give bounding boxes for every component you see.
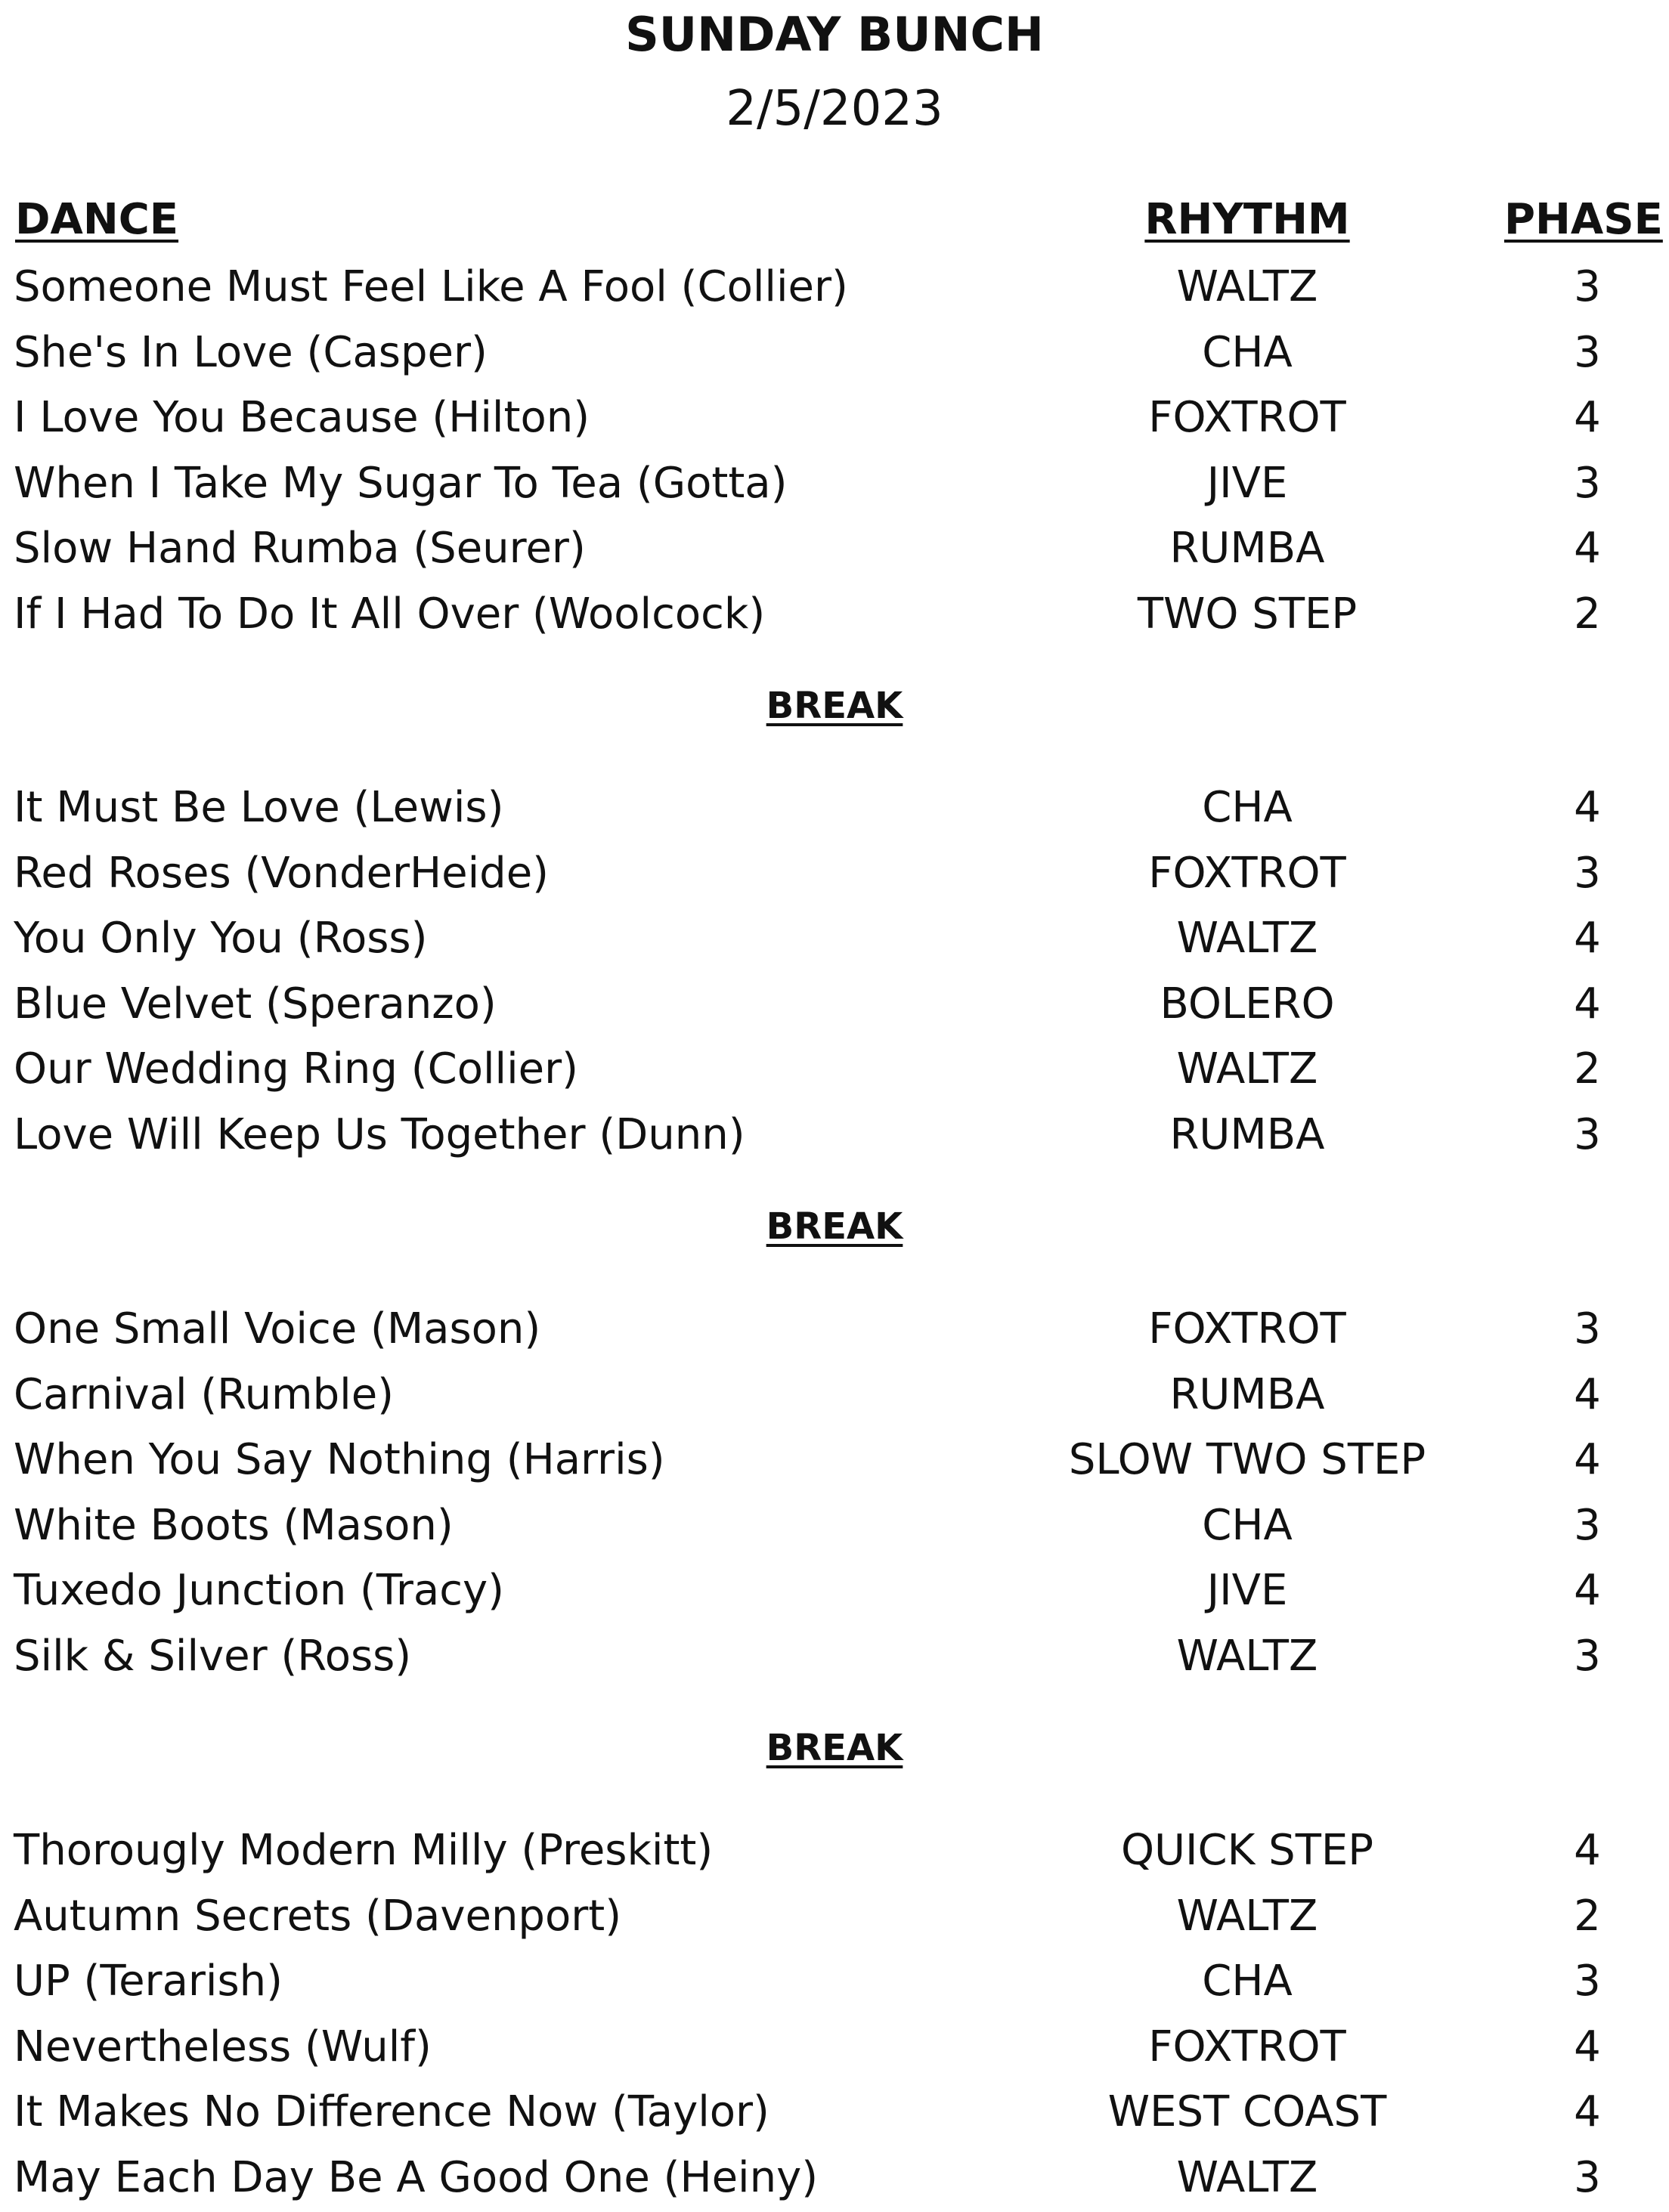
- dance-name: Carnival (Rumble): [14, 1369, 395, 1419]
- dance-name: Blue Velvet (Speranzo): [14, 979, 497, 1029]
- dance-rhythm: FOXTROT: [1148, 1304, 1346, 1353]
- dance-rhythm: FOXTROT: [1148, 848, 1346, 898]
- dance-phase: 3: [1574, 2153, 1601, 2202]
- dance-rhythm: RUMBA: [1169, 1369, 1325, 1419]
- dance-name: Silk & Silver (Ross): [14, 1632, 412, 1681]
- dance-rhythm: RUMBA: [1169, 524, 1325, 574]
- dance-name: One Small Voice (Mason): [14, 1304, 541, 1353]
- dance-row: [0, 841, 1669, 906]
- column-header-dance: DANCE: [15, 195, 179, 244]
- dance-row: [0, 972, 1669, 1037]
- dance-name: White Boots (Mason): [14, 1500, 454, 1550]
- dance-phase: 3: [1574, 262, 1601, 311]
- dance-row: [0, 1884, 1669, 1949]
- dance-row: [0, 2015, 1669, 2080]
- column-header-rhythm: RHYTHM: [1144, 195, 1350, 244]
- dance-row: [0, 451, 1669, 516]
- dance-row: [0, 516, 1669, 581]
- dance-name: Our Wedding Ring (Collier): [14, 1044, 578, 1094]
- dance-name: If I Had To Do It All Over (Woolcock): [14, 589, 766, 639]
- dance-name: Love Will Keep Us Together (Dunn): [14, 1110, 745, 1159]
- dance-rhythm: RUMBA: [1169, 1110, 1325, 1159]
- dance-phase: 3: [1574, 327, 1601, 377]
- dance-row: [0, 2080, 1669, 2145]
- dance-phase: 3: [1574, 1632, 1601, 1681]
- dance-rhythm: BOLERO: [1160, 979, 1335, 1029]
- dance-phase: 3: [1574, 1110, 1601, 1159]
- dance-phase: 2: [1574, 1891, 1601, 1941]
- dance-phase: 4: [1574, 979, 1601, 1029]
- break-label: BREAK: [766, 1205, 903, 1248]
- dance-rhythm: JIVE: [1206, 1566, 1288, 1616]
- dance-name: You Only You (Ross): [14, 914, 428, 964]
- dance-row: [0, 1103, 1669, 1168]
- dance-row: [0, 2145, 1669, 2210]
- dance-phase: 3: [1574, 1957, 1601, 2006]
- dance-rhythm: WALTZ: [1176, 1044, 1318, 1094]
- dance-row: [0, 1818, 1669, 1883]
- break-label: BREAK: [766, 1727, 903, 1769]
- dance-phase: 4: [1574, 524, 1601, 574]
- dance-name: When I Take My Sugar To Tea (Gotta): [14, 458, 788, 508]
- dance-phase: 3: [1574, 848, 1601, 898]
- column-header-phase: PHASE: [1504, 195, 1663, 244]
- dance-rhythm: QUICK STEP: [1120, 1826, 1374, 1875]
- dance-rhythm: JIVE: [1206, 458, 1288, 508]
- dance-row: [0, 1297, 1669, 1362]
- dance-phase: 2: [1574, 1044, 1601, 1094]
- dance-rhythm: WALTZ: [1176, 2153, 1318, 2202]
- dance-name: Tuxedo Junction (Tracy): [14, 1566, 504, 1616]
- dance-rhythm: FOXTROT: [1148, 2022, 1346, 2071]
- dance-phase: 4: [1574, 2022, 1601, 2071]
- dance-rhythm: CHA: [1202, 1957, 1293, 2006]
- dance-phase: 3: [1574, 1500, 1601, 1550]
- dance-row: [0, 320, 1669, 385]
- dance-rhythm: TWO STEP: [1137, 589, 1358, 639]
- dance-row: [0, 1037, 1669, 1102]
- dance-phase: 4: [1574, 1435, 1601, 1485]
- dance-rhythm: CHA: [1202, 1500, 1293, 1550]
- dance-name: Thorougly Modern Milly (Preskitt): [14, 1826, 714, 1875]
- dance-row: [0, 775, 1669, 840]
- dance-phase: 4: [1574, 783, 1601, 832]
- dance-rhythm: WALTZ: [1176, 914, 1318, 964]
- dance-name: Autumn Secrets (Davenport): [14, 1891, 622, 1941]
- dance-phase: 4: [1574, 2087, 1601, 2137]
- dance-row: [0, 1363, 1669, 1428]
- dance-name: I Love You Because (Hilton): [14, 393, 590, 443]
- dance-row: [0, 1624, 1669, 1689]
- dance-name: May Each Day Be A Good One (Heiny): [14, 2153, 819, 2202]
- break-label: BREAK: [766, 685, 903, 727]
- dance-rhythm: WALTZ: [1176, 1891, 1318, 1941]
- page-date: 2/5/2023: [726, 81, 943, 137]
- dance-name: Someone Must Feel Like A Fool (Collier): [14, 262, 848, 311]
- dance-name: Slow Hand Rumba (Seurer): [14, 524, 586, 574]
- dance-rhythm: WEST COAST: [1107, 2087, 1387, 2137]
- dance-rhythm: SLOW TWO STEP: [1068, 1435, 1426, 1485]
- dance-phase: 4: [1574, 1826, 1601, 1875]
- dance-row: [0, 385, 1669, 450]
- dance-phase: 3: [1574, 458, 1601, 508]
- dance-phase: 4: [1574, 1566, 1601, 1616]
- dance-row: [0, 1949, 1669, 2014]
- dance-name: Red Roses (VonderHeide): [14, 848, 550, 898]
- dance-row: [0, 1428, 1669, 1493]
- dance-row: [0, 1493, 1669, 1558]
- dance-row: [0, 582, 1669, 647]
- dance-rhythm: CHA: [1202, 783, 1293, 832]
- dance-phase: 4: [1574, 914, 1601, 964]
- dance-name: It Must Be Love (Lewis): [14, 783, 504, 832]
- dance-rhythm: WALTZ: [1176, 262, 1318, 311]
- dance-name: She's In Love (Casper): [14, 327, 488, 377]
- dance-phase: 3: [1574, 1304, 1601, 1353]
- dance-phase: 4: [1574, 1369, 1601, 1419]
- dance-rhythm: CHA: [1202, 327, 1293, 377]
- dance-rhythm: WALTZ: [1176, 1632, 1318, 1681]
- dance-name: Nevertheless (Wulf): [14, 2022, 432, 2071]
- dance-row: [0, 1558, 1669, 1623]
- page-title: SUNDAY BUNCH: [625, 7, 1044, 62]
- dance-row: [0, 255, 1669, 320]
- dance-name: When You Say Nothing (Harris): [14, 1435, 665, 1485]
- dance-name: It Makes No Difference Now (Taylor): [14, 2087, 769, 2137]
- dance-row: [0, 906, 1669, 971]
- dance-phase: 2: [1574, 589, 1601, 639]
- dance-phase: 4: [1574, 393, 1601, 443]
- dance-name: UP (Terarish): [14, 1957, 283, 2006]
- dance-rhythm: FOXTROT: [1148, 393, 1346, 443]
